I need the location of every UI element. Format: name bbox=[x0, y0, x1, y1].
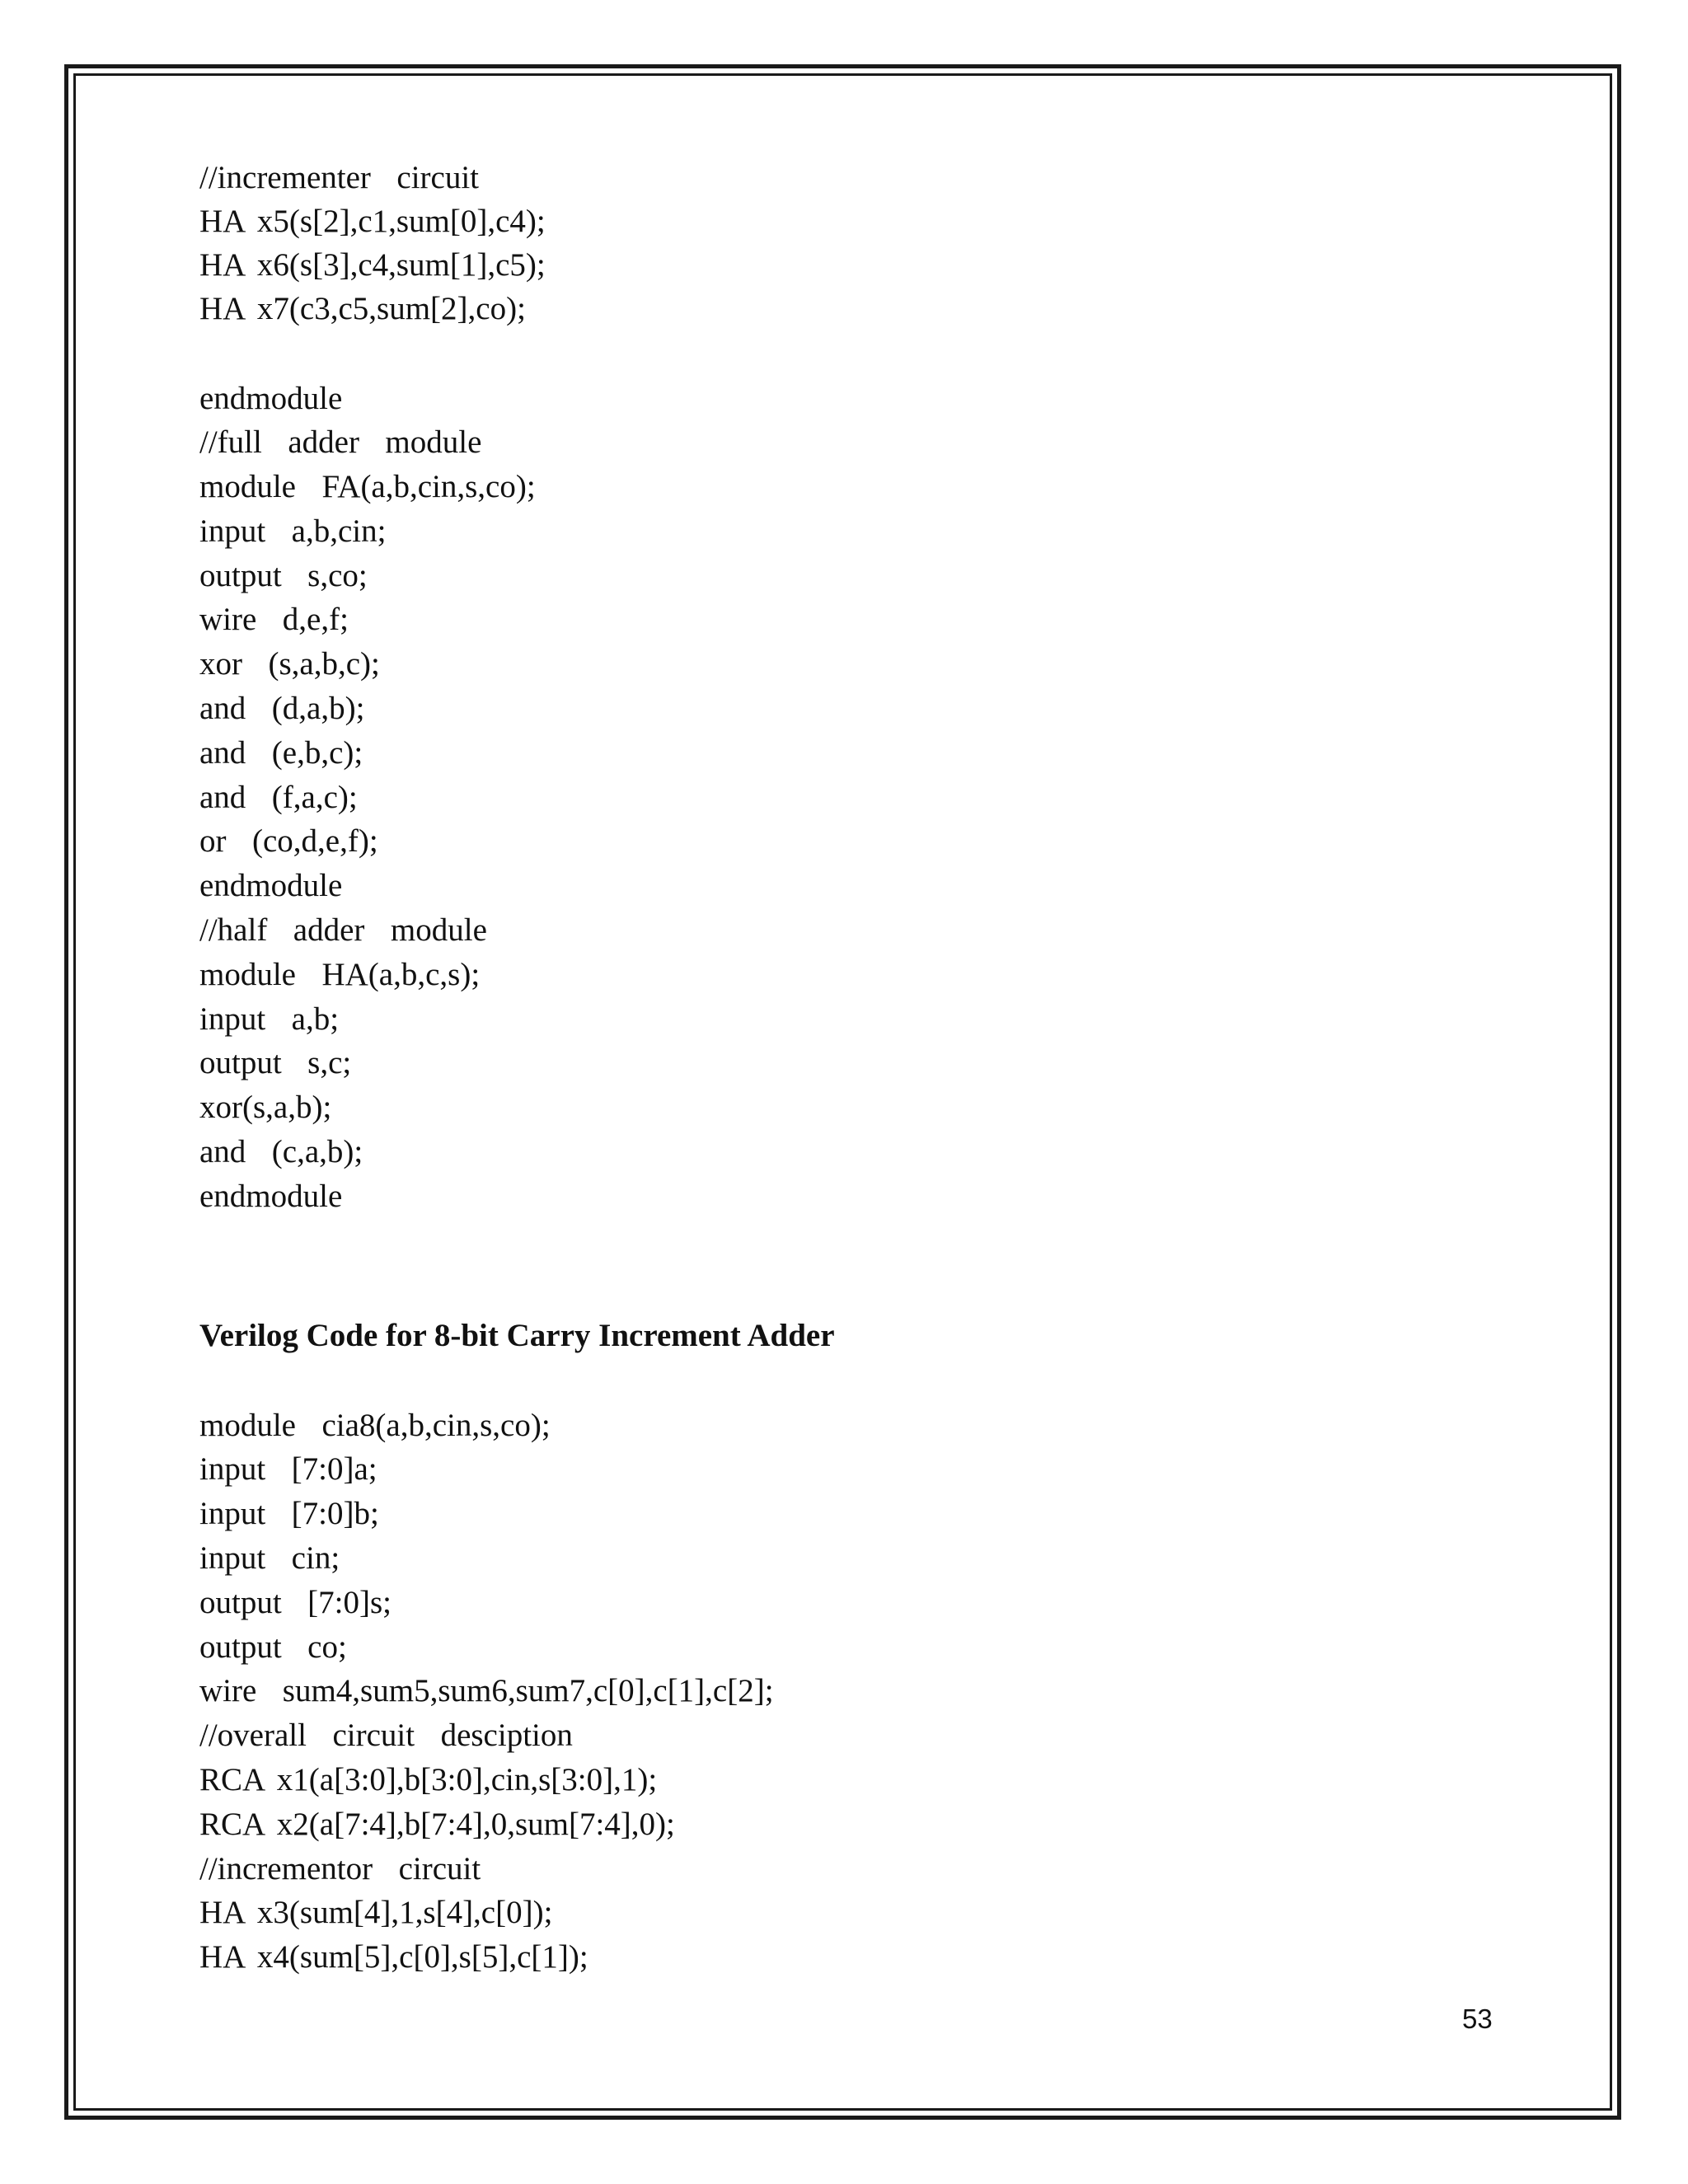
code-line: input [7:0]a; bbox=[199, 1451, 377, 1487]
code-line: xor(s,a,b); bbox=[199, 1090, 332, 1125]
code-line: module HA(a,b,c,s); bbox=[199, 957, 481, 992]
code-line: HA x5(s[2],c1,sum[0],c4); bbox=[199, 204, 546, 239]
code-line: //overall circuit desciption bbox=[199, 1718, 573, 1753]
code-line: HA x6(s[3],c4,sum[1],c5); bbox=[199, 247, 546, 283]
code-line: and (f,a,c); bbox=[199, 780, 358, 815]
code-line: input cin; bbox=[199, 1540, 340, 1576]
code-line: HA x7(c3,c5,sum[2],co); bbox=[199, 291, 526, 326]
code-line: endmodule bbox=[199, 868, 343, 903]
code-line: and (e,b,c); bbox=[199, 735, 363, 771]
code-line: endmodule bbox=[199, 1179, 343, 1214]
code-line: and (c,a,b); bbox=[199, 1134, 363, 1169]
code-line: HA x3(sum[4],1,s[4],c[0]); bbox=[199, 1895, 553, 1930]
code-line: //incrementer circuit bbox=[199, 160, 480, 195]
code-line: //half adder module bbox=[199, 912, 487, 948]
code-line: input [7:0]b; bbox=[199, 1496, 379, 1531]
page-number: 53 bbox=[1462, 2004, 1493, 2034]
code-line: output co; bbox=[199, 1629, 347, 1665]
code-line: or (co,d,e,f); bbox=[199, 823, 378, 859]
code-line: wire d,e,f; bbox=[199, 602, 349, 637]
code-line: and (d,a,b); bbox=[199, 691, 365, 726]
code-line: output [7:0]s; bbox=[199, 1585, 392, 1620]
code-line: xor (s,a,b,c); bbox=[199, 646, 380, 682]
code-line: RCA x2(a[7:4],b[7:4],0,sum[7:4],0); bbox=[199, 1807, 675, 1842]
section-heading: Verilog Code for 8-bit Carry Increment Adder bbox=[199, 1318, 835, 1353]
code-line: input a,b; bbox=[199, 1001, 340, 1037]
code-line: module cia8(a,b,cin,s,co); bbox=[199, 1408, 551, 1443]
code-line: input a,b,cin; bbox=[199, 513, 387, 549]
code-line: output s,c; bbox=[199, 1045, 352, 1080]
code-line: //full adder module bbox=[199, 424, 482, 460]
code-line: wire sum4,sum5,sum6,sum7,c[0],c[1],c[2]; bbox=[199, 1673, 774, 1708]
code-line: //incrementor circuit bbox=[199, 1851, 481, 1886]
code-line: output s,co; bbox=[199, 558, 368, 593]
code-line: HA x4(sum[5],c[0],s[5],c[1]); bbox=[199, 1939, 588, 1975]
code-line: module FA(a,b,cin,s,co); bbox=[199, 469, 536, 504]
code-line: endmodule bbox=[199, 381, 343, 416]
code-line: RCA x1(a[3:0],b[3:0],cin,s[3:0],1); bbox=[199, 1762, 658, 1797]
